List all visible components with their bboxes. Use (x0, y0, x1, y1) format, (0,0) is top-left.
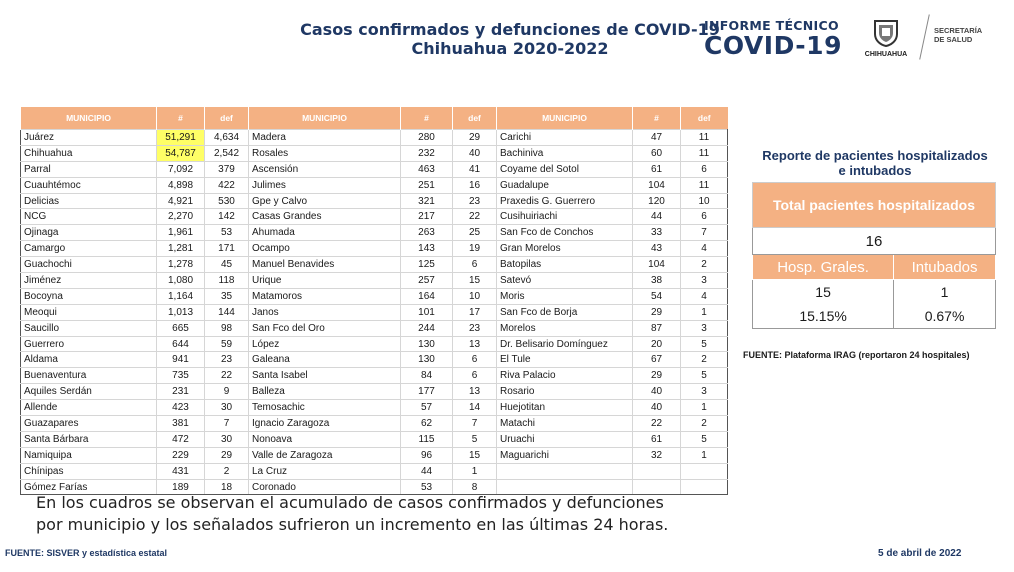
deaths-cell: 5 (681, 431, 728, 447)
municipio-cell: Matamoros (249, 288, 401, 304)
deaths-cell: 144 (205, 304, 249, 320)
deaths-cell: 29 (453, 130, 497, 146)
cases-cell: 20 (633, 336, 681, 352)
municipio-cell: Carichi (497, 130, 633, 146)
municipio-cell: Praxedis G. Guerrero (497, 193, 633, 209)
cases-cell: 164 (401, 288, 453, 304)
deaths-cell: 2,542 (205, 145, 249, 161)
deaths-cell: 5 (681, 368, 728, 384)
deaths-cell: 2 (681, 416, 728, 432)
municipio-cell: Julimes (249, 177, 401, 193)
column-header: MUNICIPIO (21, 107, 157, 130)
deaths-cell: 6 (453, 352, 497, 368)
cases-cell: 43 (633, 241, 681, 257)
cases-cell: 54,787 (157, 145, 205, 161)
table-row (21, 384, 728, 400)
municipio-cell: Parral (21, 161, 157, 177)
municipio-cell: Guadalupe (497, 177, 633, 193)
cases-cell: 61 (633, 161, 681, 177)
cases-cell: 44 (633, 209, 681, 225)
table-row (21, 431, 728, 447)
intubados-label: Intubados (894, 255, 996, 280)
municipio-cell: Gómez Farías (21, 479, 157, 495)
table-row (21, 209, 728, 225)
report-date: 5 de abril de 2022 (878, 548, 962, 559)
cases-cell: 463 (401, 161, 453, 177)
cases-cell: 257 (401, 273, 453, 289)
cases-cell: 125 (401, 257, 453, 273)
cases-cell: 33 (633, 225, 681, 241)
deaths-cell: 7 (681, 225, 728, 241)
cases-cell: 22 (633, 416, 681, 432)
municipio-cell: Namiquipa (21, 447, 157, 463)
cases-cell: 4,898 (157, 177, 205, 193)
cases-cell: 321 (401, 193, 453, 209)
brand-line-1: INFORME TÉCNICO (704, 18, 839, 33)
cases-cell: 104 (633, 177, 681, 193)
municipio-cell: Riva Palacio (497, 368, 633, 384)
municipio-cell: Chihuahua (21, 145, 157, 161)
deaths-cell: 16 (453, 177, 497, 193)
municipio-cell: Coronado (249, 479, 401, 495)
cases-cell: 231 (157, 384, 205, 400)
municipio-cell: NCG (21, 209, 157, 225)
deaths-cell: 9 (205, 384, 249, 400)
table-row (21, 304, 728, 320)
cases-cell: 32 (633, 447, 681, 463)
deaths-cell: 5 (453, 431, 497, 447)
cases-cell: 7,092 (157, 161, 205, 177)
total-hospitalized-value: 16 (753, 228, 996, 255)
hosp-grales-count: 15 (753, 280, 894, 305)
table-row (21, 368, 728, 384)
table-row (21, 416, 728, 432)
deaths-cell: 29 (205, 447, 249, 463)
municipio-cell: Madera (249, 130, 401, 146)
municipio-cell: Meoqui (21, 304, 157, 320)
cases-cell: 84 (401, 368, 453, 384)
municipios-table (20, 106, 728, 495)
municipio-cell: Guachochi (21, 257, 157, 273)
municipio-cell: Galeana (249, 352, 401, 368)
report-panel-title (740, 148, 1010, 178)
deaths-cell: 530 (205, 193, 249, 209)
deaths-cell: 1 (681, 304, 728, 320)
municipio-cell: Manuel Benavides (249, 257, 401, 273)
cases-cell: 101 (401, 304, 453, 320)
column-header: # (157, 107, 205, 130)
column-header: MUNICIPIO (497, 107, 633, 130)
cases-cell: 189 (157, 479, 205, 495)
table-row (21, 257, 728, 273)
logo-label: CHIHUAHUA (864, 51, 908, 58)
municipio-cell: San Fco de Borja (497, 304, 633, 320)
deaths-cell: 25 (453, 225, 497, 241)
deaths-cell: 118 (205, 273, 249, 289)
table-row (21, 400, 728, 416)
deaths-cell: 13 (453, 336, 497, 352)
cases-cell: 130 (401, 352, 453, 368)
municipio-cell: Valle de Zaragoza (249, 447, 401, 463)
municipio-cell: San Fco del Oro (249, 320, 401, 336)
deaths-cell: 6 (453, 257, 497, 273)
cases-cell: 51,291 (157, 130, 205, 146)
municipio-cell: San Fco de Conchos (497, 225, 633, 241)
municipio-cell: Chínipas (21, 463, 157, 479)
deaths-cell: 142 (205, 209, 249, 225)
table-row (21, 145, 728, 161)
note-line-1: En los cuadros se observan el acumulado de casos confirmados y defunciones (36, 493, 664, 512)
cases-cell: 87 (633, 320, 681, 336)
table-row (21, 320, 728, 336)
deaths-cell: 59 (205, 336, 249, 352)
secretaria-line-2: DE SALUD (934, 35, 973, 44)
cases-cell: 735 (157, 368, 205, 384)
deaths-cell: 13 (453, 384, 497, 400)
deaths-cell: 3 (681, 320, 728, 336)
municipio-cell: Morelos (497, 320, 633, 336)
deaths-cell: 422 (205, 177, 249, 193)
cases-cell: 251 (401, 177, 453, 193)
municipio-cell: Guazapares (21, 416, 157, 432)
deaths-cell: 18 (205, 479, 249, 495)
cases-cell: 1,080 (157, 273, 205, 289)
deaths-cell: 19 (453, 241, 497, 257)
deaths-cell: 8 (453, 479, 497, 495)
deaths-cell: 10 (453, 288, 497, 304)
cases-cell: 61 (633, 431, 681, 447)
brand-block (704, 18, 842, 59)
deaths-cell (681, 479, 728, 495)
cases-cell: 1,961 (157, 225, 205, 241)
municipio-cell: Cuauhtémoc (21, 177, 157, 193)
table-row (21, 161, 728, 177)
municipio-cell: Aldama (21, 352, 157, 368)
brand-line-2: COVID-19 (704, 31, 842, 60)
cases-cell: 130 (401, 336, 453, 352)
deaths-cell: 15 (453, 273, 497, 289)
deaths-cell: 23 (205, 352, 249, 368)
municipio-cell: Maguarichi (497, 447, 633, 463)
cases-cell: 53 (401, 479, 453, 495)
municipio-cell: Janos (249, 304, 401, 320)
deaths-cell: 40 (453, 145, 497, 161)
municipio-cell: Ocampo (249, 241, 401, 257)
cases-cell: 423 (157, 400, 205, 416)
cases-cell: 47 (633, 130, 681, 146)
municipio-cell: Camargo (21, 241, 157, 257)
cases-cell: 232 (401, 145, 453, 161)
hospitalized-table (752, 182, 996, 329)
municipio-cell: Ojinaga (21, 225, 157, 241)
note-line-2: por municipio y los señalados sufrieron un incremento en las últimas 24 horas. (36, 515, 669, 534)
cases-cell: 40 (633, 384, 681, 400)
cases-cell: 1,281 (157, 241, 205, 257)
deaths-cell: 4 (681, 241, 728, 257)
cases-cell: 431 (157, 463, 205, 479)
deaths-cell: 1 (681, 400, 728, 416)
table-body (21, 130, 728, 495)
municipio-cell: Gran Morelos (497, 241, 633, 257)
table-row (21, 273, 728, 289)
table-row (21, 352, 728, 368)
municipio-cell: Gpe y Calvo (249, 193, 401, 209)
deaths-cell: 11 (681, 145, 728, 161)
cases-cell: 40 (633, 400, 681, 416)
cases-cell: 29 (633, 304, 681, 320)
municipio-cell: Allende (21, 400, 157, 416)
municipio-cell: Santa Isabel (249, 368, 401, 384)
municipio-cell: Coyame del Sotol (497, 161, 633, 177)
municipio-cell: Santa Bárbara (21, 431, 157, 447)
table-row (21, 241, 728, 257)
municipio-cell: Delicias (21, 193, 157, 209)
table-header-row (21, 107, 728, 130)
explanatory-note (36, 492, 668, 536)
cases-cell: 96 (401, 447, 453, 463)
column-header: MUNICIPIO (249, 107, 401, 130)
deaths-cell (681, 463, 728, 479)
municipio-cell: Nonoava (249, 431, 401, 447)
municipio-cell: Guerrero (21, 336, 157, 352)
cases-cell (633, 463, 681, 479)
deaths-cell: 6 (681, 161, 728, 177)
municipio-cell (497, 463, 633, 479)
cases-cell: 29 (633, 368, 681, 384)
deaths-cell: 6 (453, 368, 497, 384)
cases-cell: 44 (401, 463, 453, 479)
municipio-cell: Aquiles Serdán (21, 384, 157, 400)
deaths-cell: 2 (681, 257, 728, 273)
deaths-cell: 23 (453, 320, 497, 336)
cases-cell: 120 (633, 193, 681, 209)
cases-cell: 62 (401, 416, 453, 432)
municipio-cell: Jiménez (21, 273, 157, 289)
total-hospitalized-label: Total pacientes hospitalizados (753, 183, 996, 228)
deaths-cell: 171 (205, 241, 249, 257)
municipio-cell: Balleza (249, 384, 401, 400)
cases-cell: 54 (633, 288, 681, 304)
municipio-cell: Ignacio Zaragoza (249, 416, 401, 432)
deaths-cell: 35 (205, 288, 249, 304)
municipio-cell: Matachi (497, 416, 633, 432)
deaths-cell: 11 (681, 130, 728, 146)
column-header: # (401, 107, 453, 130)
municipio-cell: Casas Grandes (249, 209, 401, 225)
cases-cell: 229 (157, 447, 205, 463)
deaths-cell: 3 (681, 273, 728, 289)
deaths-cell: 45 (205, 257, 249, 273)
report-source: FUENTE: Plataforma IRAG (reportaron 24 hospitales) (743, 350, 970, 360)
deaths-cell: 1 (453, 463, 497, 479)
cases-cell: 244 (401, 320, 453, 336)
deaths-cell: 11 (681, 177, 728, 193)
deaths-cell: 22 (205, 368, 249, 384)
cases-cell: 60 (633, 145, 681, 161)
shield-icon (871, 18, 901, 48)
footer-source: FUENTE: SISVER y estadística estatal (5, 548, 168, 558)
municipio-cell: El Tule (497, 352, 633, 368)
municipio-cell: Temosachic (249, 400, 401, 416)
municipio-cell: Moris (497, 288, 633, 304)
cases-cell: 665 (157, 320, 205, 336)
cases-cell: 104 (633, 257, 681, 273)
title-line-1: Casos confirmados y defunciones de COVID-19 (300, 20, 720, 39)
municipio-cell: Bocoyna (21, 288, 157, 304)
deaths-cell: 98 (205, 320, 249, 336)
deaths-cell: 23 (453, 193, 497, 209)
cases-cell: 381 (157, 416, 205, 432)
municipio-cell: Saucillo (21, 320, 157, 336)
table-row (21, 463, 728, 479)
cases-cell: 280 (401, 130, 453, 146)
cases-cell: 177 (401, 384, 453, 400)
hosp-grales-percent: 15.15% (753, 304, 894, 329)
deaths-cell: 15 (453, 447, 497, 463)
cases-cell: 263 (401, 225, 453, 241)
table-row (21, 177, 728, 193)
cases-cell: 67 (633, 352, 681, 368)
municipio-cell: La Cruz (249, 463, 401, 479)
municipio-cell: Ahumada (249, 225, 401, 241)
secretaria-label (934, 26, 982, 44)
cases-cell: 4,921 (157, 193, 205, 209)
cases-cell: 1,164 (157, 288, 205, 304)
deaths-cell: 17 (453, 304, 497, 320)
table-row (21, 288, 728, 304)
deaths-cell: 22 (453, 209, 497, 225)
column-header: def (681, 107, 728, 130)
municipio-cell: López (249, 336, 401, 352)
municipio-cell: Huejotitan (497, 400, 633, 416)
column-header: # (633, 107, 681, 130)
deaths-cell: 6 (681, 209, 728, 225)
cases-cell: 472 (157, 431, 205, 447)
cases-cell: 1,278 (157, 257, 205, 273)
cases-cell: 1,013 (157, 304, 205, 320)
report-title-line-1: Reporte de pacientes hospitalizados (762, 148, 988, 163)
column-header: def (453, 107, 497, 130)
cases-cell: 57 (401, 400, 453, 416)
chihuahua-logo (856, 18, 916, 58)
deaths-cell: 53 (205, 225, 249, 241)
report-title (300, 20, 720, 58)
deaths-cell: 379 (205, 161, 249, 177)
cases-cell: 217 (401, 209, 453, 225)
table-row (21, 193, 728, 209)
secretaria-line-1: SECRETARÍA (934, 26, 983, 35)
municipio-cell: Buenaventura (21, 368, 157, 384)
municipio-cell: Uruachi (497, 431, 633, 447)
title-line-2: Chihuahua 2020-2022 (411, 39, 609, 58)
deaths-cell: 14 (453, 400, 497, 416)
municipio-cell: Dr. Belisario Domínguez (497, 336, 633, 352)
table-row (21, 447, 728, 463)
report-title-line-2: e intubados (838, 163, 912, 178)
cases-cell: 644 (157, 336, 205, 352)
deaths-cell: 3 (681, 384, 728, 400)
municipio-cell: Urique (249, 273, 401, 289)
municipio-cell: Rosario (497, 384, 633, 400)
cases-cell: 143 (401, 241, 453, 257)
table-row (21, 225, 728, 241)
municipio-cell: Batopilas (497, 257, 633, 273)
intubados-percent: 0.67% (894, 304, 996, 329)
deaths-cell: 4 (681, 288, 728, 304)
municipio-cell: Rosales (249, 145, 401, 161)
deaths-cell: 7 (453, 416, 497, 432)
municipio-cell: Cusihuiriachi (497, 209, 633, 225)
deaths-cell: 30 (205, 431, 249, 447)
header-divider (919, 14, 930, 59)
cases-cell: 115 (401, 431, 453, 447)
deaths-cell: 10 (681, 193, 728, 209)
municipio-cell: Juárez (21, 130, 157, 146)
hosp-grales-label: Hosp. Grales. (753, 255, 894, 280)
municipio-cell: Bachiniva (497, 145, 633, 161)
column-header: def (205, 107, 249, 130)
deaths-cell: 4,634 (205, 130, 249, 146)
deaths-cell: 1 (681, 447, 728, 463)
table-row (21, 336, 728, 352)
intubados-count: 1 (894, 280, 996, 305)
deaths-cell: 7 (205, 416, 249, 432)
deaths-cell: 30 (205, 400, 249, 416)
deaths-cell: 5 (681, 336, 728, 352)
deaths-cell: 41 (453, 161, 497, 177)
municipio-cell: Satevó (497, 273, 633, 289)
municipio-cell: Ascensión (249, 161, 401, 177)
table-row (21, 130, 728, 146)
deaths-cell: 2 (681, 352, 728, 368)
cases-cell: 2,270 (157, 209, 205, 225)
deaths-cell: 2 (205, 463, 249, 479)
cases-cell: 941 (157, 352, 205, 368)
cases-cell: 38 (633, 273, 681, 289)
